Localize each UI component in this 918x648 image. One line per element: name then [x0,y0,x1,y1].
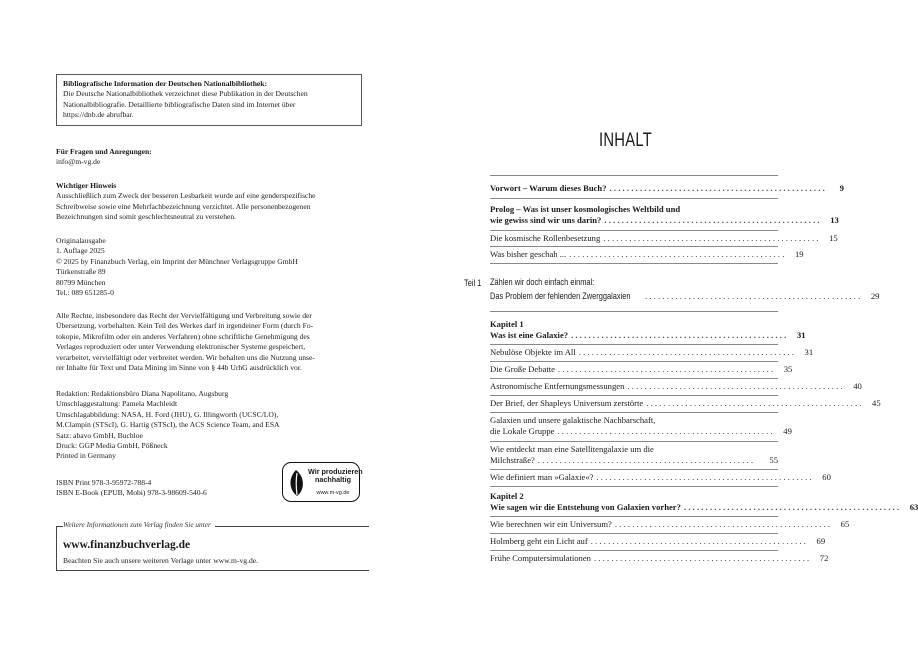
toc-chapter-entry[interactable]: Kapitel 2 Wie sagen wir die Entstehung von Galaxien vorher? .................................................. 63 [490,491,918,512]
toc-entry[interactable]: Prolog – Was ist unser kosmologisches Weltbild und wie gewiss sind wir uns darin? .................................................. 13 [490,204,839,225]
toc-entry[interactable]: Vorwort – Warum dieses Buch? .................................................. 9 [490,183,844,193]
bib-line: https://dnb.de abrufbar. [63,110,134,120]
publisher-info-box [56,520,369,571]
page-number: 72 [819,553,829,563]
publisher-note: Beachten Sie auch unsere weiteren Verlage unter www.m-vg.de. [63,556,259,565]
page-number: 15 [829,233,838,243]
page-number: 65 [840,519,850,529]
page-number: 49 [783,426,792,436]
page-number: 40 [853,381,862,391]
page-number: 55 [769,455,778,465]
leaf-icon [287,468,307,498]
toc-entry[interactable]: Astronomische Entfernungsmessungen .................................................. 40 [490,381,862,391]
divider [490,441,778,442]
publisher-caption: Weitere Informationen zum Verlag finden Sie unter [63,520,215,529]
page-number: 60 [822,472,831,482]
credits-line: Satz: abavo GmbH, Buchloe [56,430,143,440]
credits-block [56,389,368,462]
toc-entry[interactable]: Wie definiert man »Galaxie«? .................................................. 60 [490,472,831,482]
page-number: 29 [870,291,880,301]
toc-entry[interactable]: Die Große Debatte .................................................. 35 [490,364,793,374]
divider [490,412,778,413]
credits-line: Druck: GGP Media GmbH, Pößneck [56,441,168,451]
bib-line: Nationalbibliografie. Detaillierte bibliografische Daten sind im Internet über [63,99,296,109]
page-number: 9 [839,183,844,193]
imprint-page [0,0,416,648]
divider [490,344,778,345]
page-number: 45 [872,398,881,408]
contents-page [416,0,918,648]
contact-email[interactable]: info@m-vg.de [56,157,101,167]
divider [490,469,778,470]
page-number: 35 [783,364,793,374]
edition-line: Originalausgabe [56,236,106,245]
page-title: INHALT [599,130,653,151]
toc-entry[interactable]: Holmberg geht ein Licht auf .................................................. 69 [490,536,826,546]
divider [490,263,778,264]
divider [490,533,778,534]
toc-entry[interactable]: Der Brief, der Shapleys Universum zerstörte .................................................. 45 [490,398,881,408]
questions-title: Für Fragen und Anregungen: [56,147,152,156]
toc-entry[interactable]: Was bisher geschah ... .................................................. 19 [490,249,804,259]
rights-line: verarbeitet, vervielfältigt oder verbreitet werden. Wir behalten uns die Nutzung unse- [56,352,315,362]
toc-entry[interactable]: Nebulöse Objekte im All .................................................. 31 [490,347,814,357]
part-label: Teil 1 [464,278,482,289]
toc-entry[interactable]: Frühe Computersimulationen .................................................. 72 [490,553,829,563]
toc-entry[interactable]: Die kosmische Rollenbesetzung .................................................. 15 [490,233,838,243]
divider [490,361,778,362]
bib-line: Die Deutsche Nationalbibliothek verzeichnet diese Publikation in der Deutschen [63,89,308,99]
credits-line: Umschlaggestaltung: Pamela Machleidt [56,399,178,409]
page-number: 31 [796,330,806,340]
edition-line: Tel.: 089 651285-0 [56,288,114,298]
divider [490,486,778,487]
bibliographic-info-box [56,74,362,126]
divider [490,198,778,199]
edition-line: Türkenstraße 89 [56,267,106,277]
page-number: 31 [804,347,814,357]
bib-title: Bibliografische Information der Deutschen Nationalbibliothek: [63,79,268,88]
badge-text: Wir produzieren nachhaltig [308,467,363,485]
edition-block [56,236,368,298]
toc-entry[interactable]: Galaxien und unsere galaktische Nachbarschaft, die Lokale Gruppe .................................................. 49 [490,415,792,436]
divider [490,246,778,247]
divider [490,550,778,551]
rights-line: Alle Rechte, insbesondere das Recht der Vervielfältigung und Verbreitung sowie der [56,311,312,320]
toc-part-entry[interactable]: Zählen wir doch einfach einmal: Das Problem der fehlenden Zwerggalaxien .................................................. 29 [490,277,880,302]
notice-block [56,181,368,223]
sustainability-badge [282,462,363,502]
notice-title: Wichtiger Hinweis [56,181,117,190]
credits-line: Umschlagabbildung: NASA, H. Ford (JHU), G. Illingworth (UCSC/LO), [56,409,279,419]
notice-line: Ausschließlich zum Zweck der besseren Lesbarkeit wurde auf eine genderspezifische [56,191,316,201]
divider [490,516,778,517]
page-number: 63 [909,502,918,512]
isbn-print: ISBN Print 978-3-95972-788-4 [56,478,152,487]
page-number: 13 [830,215,839,225]
credits-line: Printed in Germany [56,451,116,461]
notice-line: Schreibweise sowie eine Mehrfachbezeichnung verzichtet. Alle personenbezogenen [56,201,311,211]
page-number: 19 [794,249,804,259]
rights-block [56,311,368,373]
toc-chapter-entry[interactable]: Kapitel 1 Was ist eine Galaxie? .................................................. 31 [490,319,806,340]
part-title-line2: Das Problem der fehlenden Zwerggalaxien [490,291,631,302]
edition-line: 80799 München [56,277,106,287]
rights-line: Übersetzung, vorbehalten. Kein Teil des Werkes darf in irgendeiner Form (durch Fo- [56,321,314,331]
edition-line: © 2025 by Finanzbuch Verlag, ein Imprint der Münchner Verlagsgruppe GmbH [56,256,298,266]
divider [490,175,778,176]
divider [490,395,778,396]
rights-line: rer Inhalte für Text und Data Mining im Sinne von § 44b UrhG ausdrücklich vor. [56,363,302,373]
divider [490,230,778,231]
divider [490,311,778,312]
divider [490,378,778,379]
badge-url: www.m-vg.de [316,490,350,496]
rights-line: Verlages reproduziert oder unter Verwendung elektronischer Systeme gespeichert, [56,342,306,352]
isbn-ebook: ISBN E-Book (EPUB, Mobi) 978-3-98609-540-6 [56,488,207,498]
toc-entry[interactable]: Wie entdeckt man eine Satellitengalaxie um die Milchstraße? .................................................. 55 [490,444,778,465]
edition-line: 1. Auflage 2025 [56,246,105,256]
credits-line: M.Clampin (STScI), G. Hartig (STScI), the ACS Science Team, and ESA [56,420,280,430]
publisher-link[interactable]: www.finanzbuchverlag.de [63,539,191,551]
rights-line: tokopie, Mikrofilm oder ein anderes Verfahren) ohne schriftliche Genehmigung des [56,331,310,341]
credits-line: Redaktion: Redaktionsbüro Diana Napolitano, Augsburg [56,389,229,398]
page-number: 69 [816,536,826,546]
notice-line: Bezeichnungen sind somit geschlechtsneutral zu verstehen. [56,212,237,222]
questions-block [56,147,368,168]
toc-entry[interactable]: Wie berechnen wir ein Universum? .................................................. 65 [490,519,850,529]
part-title-line1: Zählen wir doch einfach einmal: [490,277,595,288]
